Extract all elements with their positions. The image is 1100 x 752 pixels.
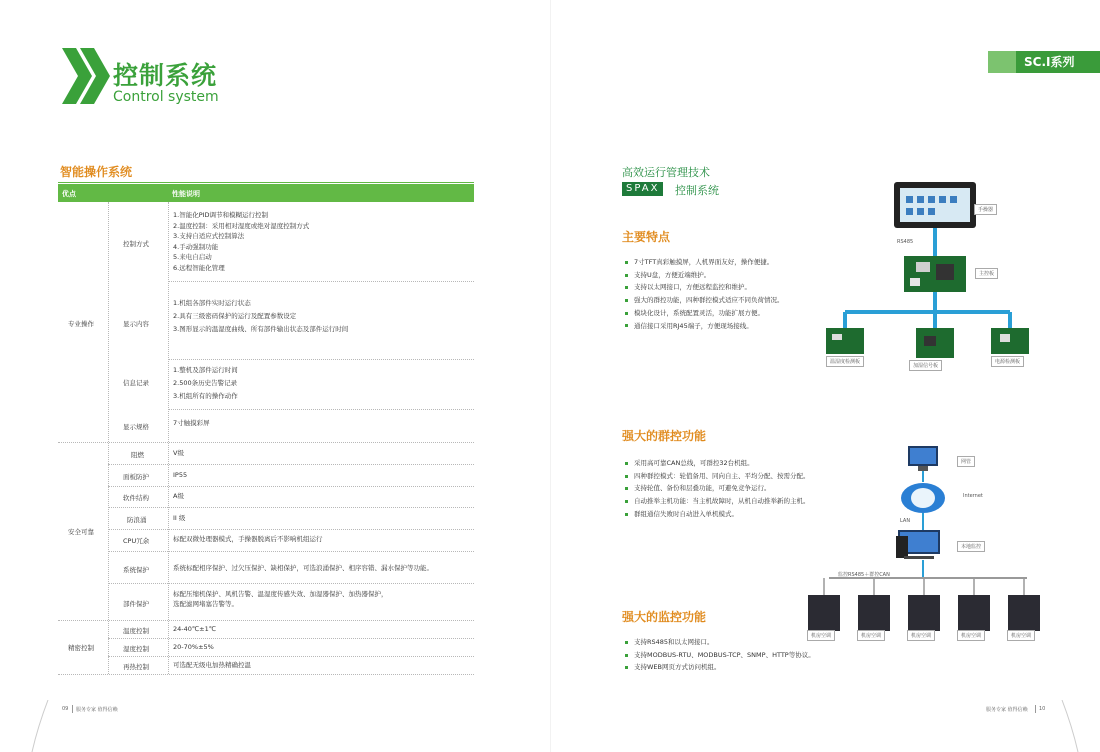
page-number: 09 [62, 706, 69, 712]
row-name: 阻燃 [131, 451, 144, 459]
footer-slogan: 服务专家 值得信赖 [76, 707, 118, 713]
row-detail: IP55 [173, 471, 188, 479]
section-title-smart-os: 智能操作系统 [60, 165, 133, 179]
monitor-list: 支持RS485和以太网接口。 支持MODBUS-RTU、MODBUS-TCP、SNMP、HTTP等协议。 支持WEB网页方式访问机组。 [625, 636, 815, 674]
footer-slogan: 服务专家 值得信赖 [986, 707, 1028, 713]
divider [108, 583, 474, 584]
table-header [58, 184, 474, 202]
page-curve-decoration [1060, 700, 1080, 752]
divider [108, 638, 474, 639]
row-name: 防浪涌 [127, 516, 147, 524]
divider [108, 529, 474, 530]
divider [108, 551, 474, 552]
label-bus: 监控RS485＋群控CAN [838, 572, 890, 578]
row-name: 控制方式 [123, 240, 149, 248]
row-name: 显示内容 [123, 320, 149, 328]
label-unit: 机房空调 [857, 630, 885, 641]
page-number: 10 [1039, 706, 1046, 712]
divider [108, 202, 109, 674]
row-detail: 系统标配相序保护、过欠压保护、缺相保护，可选浪涌保护、相序容错、漏水保护等功能。 [173, 564, 433, 572]
divider [168, 202, 169, 674]
chevron-logo-icon [62, 48, 110, 104]
divider [168, 281, 474, 282]
row-detail: 1.智能化PID调节和模糊运行控制 2.温度控制：采用相对湿度或绝对湿度控制方式 3.支持自适应式控制算法 4.手动强制功能 5.来电自启动 6.远程智能化管理 [173, 211, 310, 272]
row-name: 再热控制 [123, 663, 149, 671]
section-title-group: 强大的群控功能 [622, 429, 707, 443]
category-label: 专业操作 [68, 320, 94, 328]
divider [108, 486, 474, 487]
features-list: 7寸TFT真彩触摸屏，人机界面友好，操作便捷。 支持U盘，方便近端维护。 支持以太网接口，方便远程监控和维护。 强大的群控功能，四种群控模式适应不同负荷情况。 模块化设计，系统配置灵活，功能扩展方便。 通信接口采用RJ45端子，方便现场接线。 [625, 256, 784, 332]
spax-logo: SPAX [622, 182, 663, 196]
row-name: CPU冗余 [123, 537, 150, 545]
row-detail: A级 [173, 492, 184, 500]
section-title-features: 主要特点 [622, 230, 671, 244]
divider [108, 464, 474, 465]
category-label: 安全可靠 [68, 528, 94, 536]
divider [58, 620, 474, 621]
label-internet: Internet [963, 493, 983, 499]
row-detail: V级 [173, 449, 184, 457]
label-unit: 机房空调 [807, 630, 835, 641]
row-name: 信息记录 [123, 379, 149, 387]
row-name: 面板防护 [123, 473, 149, 481]
row-detail: 可选配无级电加热精确控温 [173, 661, 251, 669]
row-name: 系统保护 [123, 566, 149, 574]
row-detail: 20-70%±5% [173, 643, 214, 651]
label-lan: LAN [900, 518, 911, 524]
spax-suffix: 控制系统 [675, 184, 719, 197]
page-curve-decoration [30, 700, 50, 752]
category-label: 精密控制 [68, 644, 94, 652]
label-board: 温湿度检测板 [826, 356, 864, 367]
column-header: 优点 [62, 190, 76, 198]
network-diagram [800, 440, 1050, 640]
label-board: 加湿信号板 [909, 360, 942, 371]
row-detail: 1.整机及部件运行时间 2.500条历史告警记录 3.机组所有的操作动作 [173, 366, 238, 400]
row-name: 温度控制 [123, 627, 149, 635]
divider [1035, 705, 1036, 713]
section-title-mgmt: 高效运行管理技术 [622, 166, 710, 179]
divider [58, 182, 474, 183]
label-unit: 机房空调 [907, 630, 935, 641]
row-detail: 7寸触摸彩屏 [173, 419, 210, 427]
label-hand-controller: 手操器 [974, 204, 997, 215]
divider [168, 359, 474, 360]
label-unit: 机房空调 [1007, 630, 1035, 641]
divider [108, 656, 474, 657]
row-detail: 24-40℃±1℃ [173, 625, 217, 633]
label-main-board: 主控板 [975, 268, 998, 279]
row-detail: 标配压缩机保护、风机告警、温湿度传感失效、加湿器保护、加热器保护， 选配滤网堵塞告警等。 [173, 590, 388, 608]
divider [58, 674, 474, 675]
page-spine [550, 0, 551, 752]
row-detail: 标配双微处理器模式，手操器脱离后不影响机组运行 [173, 535, 323, 543]
row-name: 显示规格 [123, 423, 149, 431]
label-net-manager: 网管 [957, 456, 975, 467]
row-name: 软件结构 [123, 494, 149, 502]
label-local-monitor: 本地监控 [957, 541, 985, 552]
series-badge-accent [988, 51, 1016, 73]
divider [168, 409, 474, 410]
row-name: 湿度控制 [123, 645, 149, 653]
series-badge: SC.I系列 [988, 51, 1100, 73]
row-name: 部件保护 [123, 600, 149, 608]
label-unit: 机房空调 [957, 630, 985, 641]
column-header: 性能说明 [172, 190, 200, 198]
page-title: 控制系统 [113, 61, 218, 90]
label-board: 电源检测板 [991, 356, 1024, 367]
label-rs485: RS485 [897, 239, 914, 245]
row-detail: II 级 [173, 514, 186, 522]
divider [72, 705, 73, 713]
row-detail: 1.机组各部件实时运行状态 2.具有三级密码保护的运行及配置参数设定 3.图形显示的温湿度曲线、所有部件输出状态及部件运行时间 [173, 299, 349, 333]
divider [108, 507, 474, 508]
page-subtitle: Control system [113, 89, 219, 105]
controller-diagram [820, 178, 1040, 378]
divider [58, 442, 474, 443]
group-control-list: 采用高可靠CAN总线，可群控32台机组。 四种群控模式：轮值备用、同向自主、平均分配、按需分配。 支持轮值、备份和层叠功能，可避免竞争运行。 自动推举主机功能：当主机故障时，从机自动推举新的主机。 群组通信失败时自动进入单机模式。 [625, 457, 810, 521]
section-title-monitor: 强大的监控功能 [622, 610, 707, 624]
